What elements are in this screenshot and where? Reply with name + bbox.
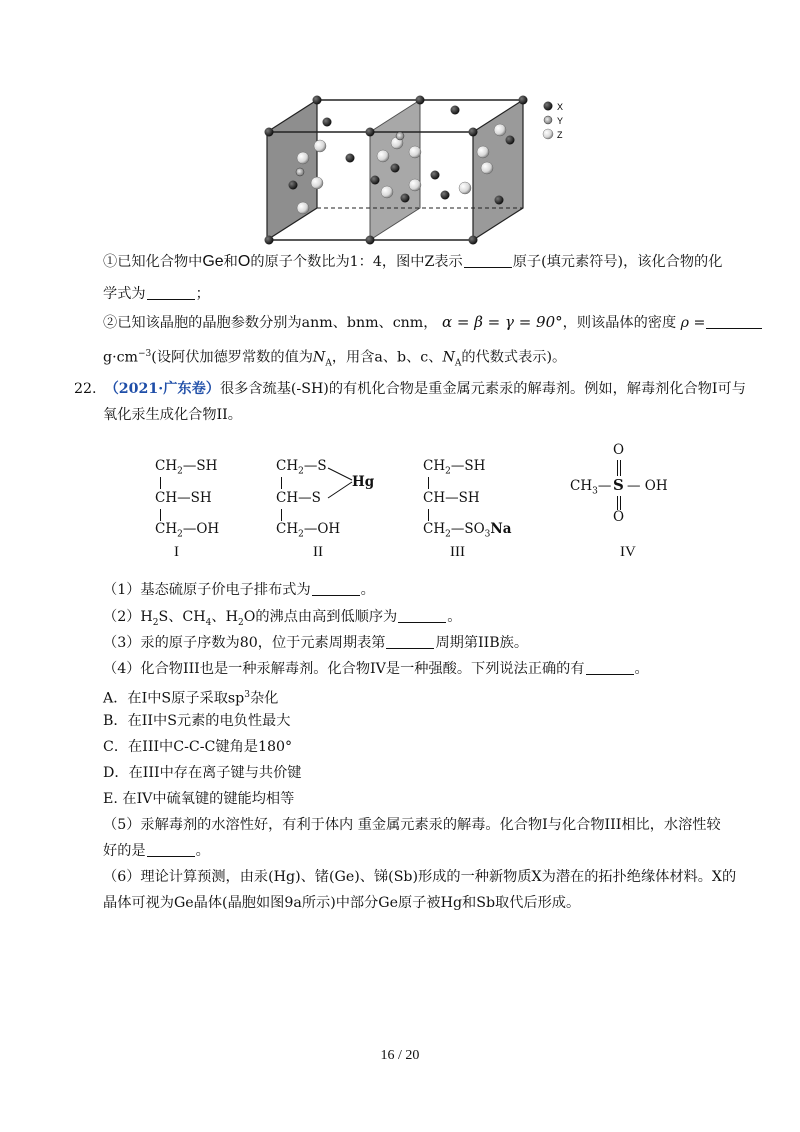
crystal-legend — [543, 102, 563, 141]
option-b: B．在II中S元素的电负性最大 — [103, 713, 291, 729]
q22-sub5-line2: 好的是 。 — [103, 843, 210, 859]
q22-intro-2: 氧化汞生成化合物II。 — [103, 407, 242, 423]
q22-sub2: $(2)H_2S$、$CH_4$、$H_2O$的沸点由高到低顺序为 。 — [103, 609, 462, 628]
page-number: 16 / 20 — [380, 1048, 420, 1063]
q22-sub5-line1: （5）汞解毒剂的水溶性好，有利于体内 重金属元素汞的解毒。化合物I与化合物III相比，水溶性较 — [103, 817, 721, 833]
answer-blank[interactable] — [147, 842, 195, 857]
right-face — [473, 100, 523, 240]
answer-blank[interactable] — [706, 314, 762, 329]
option-d: D．在III中存在离子键与共价键 — [103, 765, 302, 781]
legend-x: X — [557, 102, 564, 112]
q21-line-2: 学式为 ； — [103, 286, 210, 302]
crystal-cell-figure — [255, 80, 595, 255]
q22-intro-1: 22. （2021·广东卷）很多含巯基(-SH)的有机化合物是重金属元素汞的解毒剂。例如，解毒剂化合物I可与 — [74, 381, 746, 397]
q22-sub6-line2: 晶体可视为Ge晶体(晶胞如图9a所示)中部分Ge原子被Hg和Sb取代后形成。 — [103, 895, 581, 911]
option-c: C．在III中C-C-C键角是180° — [103, 739, 293, 755]
q22-sub3: （3）汞的原子序数为80，位于元素周期表第 周期第IIB族。 — [103, 635, 529, 651]
q22-sub1: （1）基态硫原子价电子排布式为 。 — [103, 582, 375, 598]
legend-z: Z — [557, 130, 563, 140]
answer-blank[interactable] — [464, 253, 512, 268]
left-face — [267, 100, 317, 240]
q22-sub6-line1: （6）理论计算预测，由汞(Hg)、锗(Ge)、锑(Sb)形成的一种新物质X为潜在的拓扑绝缘体材料。X的 — [103, 869, 737, 885]
answer-blank[interactable] — [398, 608, 446, 623]
option-a: A．在I中S原子采取$sp^3$杂化 — [103, 690, 279, 707]
legend-y: Y — [557, 116, 564, 126]
answer-blank[interactable] — [147, 285, 195, 300]
answer-blank[interactable] — [386, 634, 434, 649]
answer-blank[interactable] — [586, 660, 634, 675]
answer-blank[interactable] — [312, 581, 360, 596]
q21-line-4: $g\cdot cm^{-3}$(设阿伏加德罗常数的值为$N_A$，用含a、b、c、$N_A$的代数式表示)。 — [103, 349, 567, 369]
q21-line-3: ②已知该晶胞的晶胞参数分别为anm、bnm、cnm， α = β = γ = 90°，则该晶体的密度 ρ = — [103, 312, 763, 333]
q21-line-1: ①已知化合物中Ge和O的原子个数比为1：4，图中Z表示 原子(填元素符号)，该化合物的化 — [103, 253, 723, 270]
q22-sub4: （4）化合物III也是一种汞解毒剂。化合物IV是一种强酸。下列说法正确的有 。 — [103, 661, 649, 677]
option-e: E. 在IV中硫氧键的键能均相等 — [103, 791, 295, 807]
